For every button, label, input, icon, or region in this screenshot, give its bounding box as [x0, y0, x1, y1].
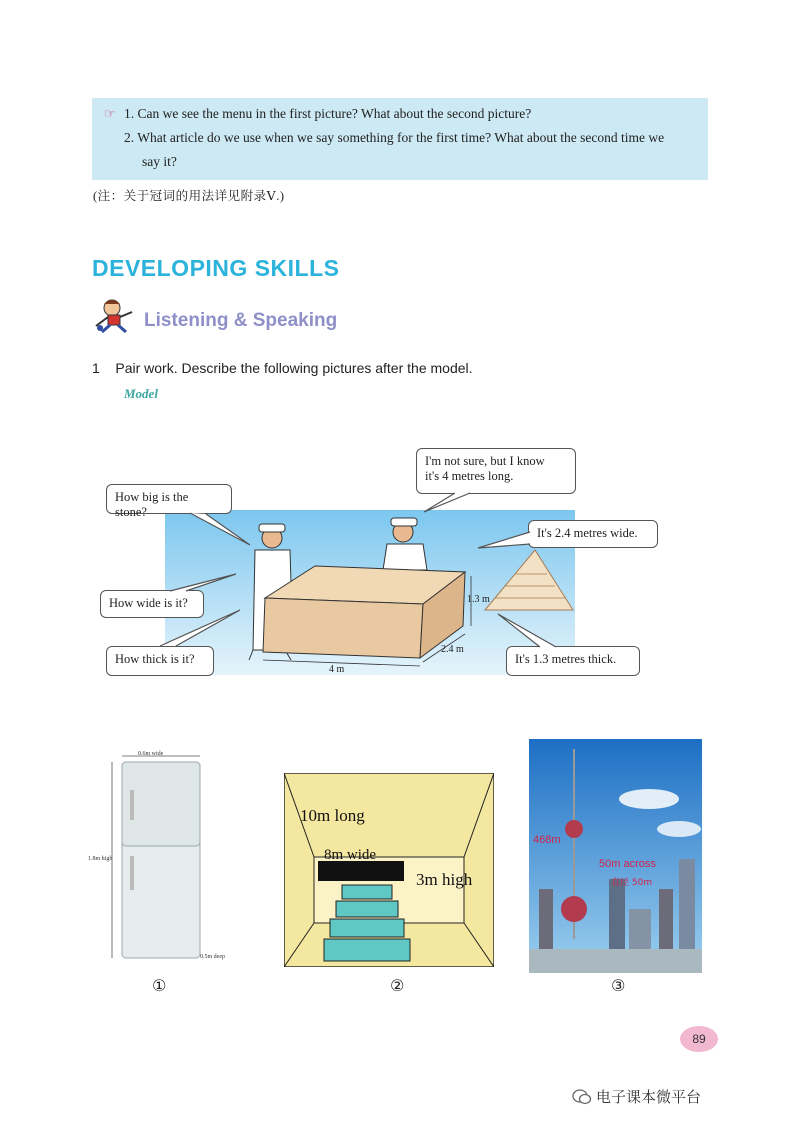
pointing-hand-icon: ☞: [104, 106, 116, 121]
tower-height-label: 468m: [533, 834, 561, 846]
fridge-height-label: 1.8m high: [88, 856, 113, 862]
fridge-width-label: 0.6m wide: [138, 751, 164, 757]
bubble-how-thick: How thick is it?: [106, 646, 214, 676]
question-1-number: 1.: [124, 106, 135, 121]
question-1-text: Can we see the menu in the first picture? What about the second picture?: [137, 106, 532, 121]
caption-1: ①: [152, 976, 167, 995]
footer-brand: 电子课本微平台: [596, 1088, 702, 1106]
bubble-how-wide: How wide is it?: [100, 590, 204, 618]
caption-3: ③: [611, 976, 626, 995]
tower-picture: [529, 739, 702, 973]
question-2-text: What article do we use when we say something for the first time? What about the second time we: [137, 130, 665, 145]
room-picture: [284, 773, 494, 967]
tower-diameter-label: 直径 50m: [611, 878, 653, 888]
room-wide-label: 8m wide: [324, 847, 377, 863]
stone-thickness-label: 1.3 m: [467, 594, 490, 605]
question-2-number: 2.: [124, 130, 135, 145]
fridge-picture: [88, 746, 230, 966]
stone-width-label: 2.4 m: [441, 644, 464, 655]
room-high-label: 3m high: [416, 870, 473, 889]
question-2-text-cont: say it?: [142, 154, 177, 169]
task-text: Pair work. Describe the following pictures after the model.: [115, 360, 473, 376]
caption-2: ②: [390, 976, 405, 995]
wechat-icon: [572, 1088, 592, 1106]
bubble-wide-answer: It's 2.4 metres wide.: [528, 520, 658, 548]
bubble-how-big: How big is the stone?: [106, 484, 232, 514]
section-heading: DEVELOPING SKILLS: [92, 255, 340, 281]
tower-across-label: 50m across: [599, 858, 656, 870]
bubble-not-sure-line2: it's 4 metres long.: [425, 469, 514, 483]
bubble-not-sure-line1: I'm not sure, but I know: [425, 454, 545, 468]
appendix-note: (注：关于冠词的用法详见附录Ⅴ.): [93, 189, 285, 203]
task-number: 1: [92, 360, 100, 376]
stone-length-label: 4 m: [329, 664, 345, 675]
bubble-thick-answer: It's 1.3 metres thick.: [506, 646, 640, 676]
fridge-depth-label: 0.5m deep: [200, 954, 225, 960]
sub-heading: Listening & Speaking: [144, 310, 338, 331]
room-long-label: 10m long: [300, 806, 365, 825]
page-number: 89: [680, 1026, 718, 1052]
model-label: Model: [124, 386, 158, 401]
